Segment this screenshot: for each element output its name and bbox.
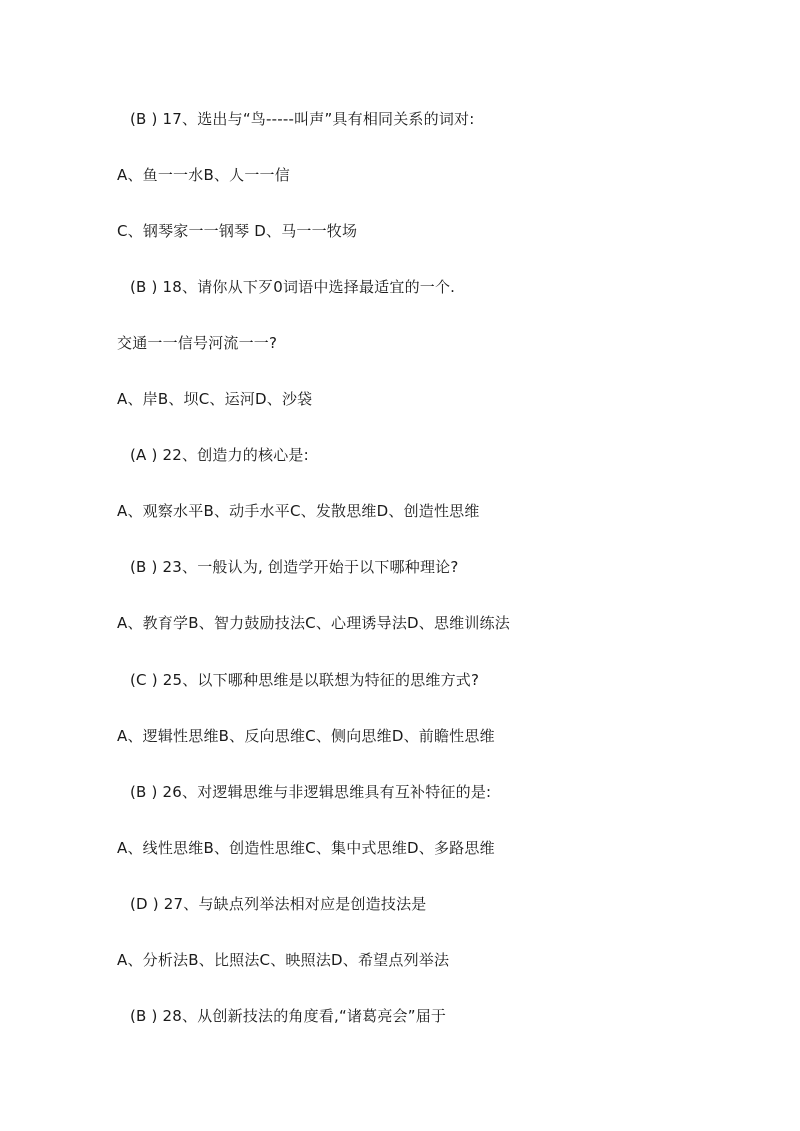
options-18: A、岸B、坝C、运河D、沙袋 bbox=[117, 390, 313, 408]
options-22: A、观察水平B、动手水平C、发散思维D、创造性思维 bbox=[117, 502, 480, 520]
options-25: A、逻辑性思维B、反向思维C、侧向思维D、前瞻性思维 bbox=[117, 727, 495, 745]
question-25: (C ) 25、以下哪种思维是以联想为特征的思维方式? bbox=[130, 671, 480, 689]
question-18: (B ) 18、请你从下歹0词语中选择最适宜的一个. bbox=[130, 278, 456, 296]
options-26: A、线性思维B、创造性思维C、集中式思维D、多路思维 bbox=[117, 839, 495, 857]
options-23: A、教育学B、智力鼓励技法C、心理诱导法D、思维训练法 bbox=[117, 614, 510, 632]
question-18-prompt: 交通一一信号河流一一? bbox=[117, 334, 278, 352]
question-26: (B ) 26、对逻辑思维与非逻辑思维具有互补特征的是: bbox=[130, 783, 492, 801]
options-17-c-d: C、钢琴家一一钢琴 D、马一一牧场 bbox=[117, 222, 358, 240]
options-17-a-b: A、鱼一一水B、人一一信 bbox=[117, 166, 290, 184]
question-22: (A ) 22、创造力的核心是: bbox=[130, 446, 309, 464]
options-27: A、分析法B、比照法C、映照法D、希望点列举法 bbox=[117, 951, 450, 969]
question-28: (B ) 28、从创新技法的角度看,“诸葛亮会”届于 bbox=[130, 1007, 447, 1025]
question-27: (D ) 27、与缺点列举法相对应是创造技法是 bbox=[130, 895, 427, 913]
question-23: (B ) 23、一般认为, 创造学开始于以下哪种理论? bbox=[130, 558, 459, 576]
question-17: (B ) 17、选出与“鸟-----叫声”具有相同关系的词对: bbox=[130, 110, 475, 128]
